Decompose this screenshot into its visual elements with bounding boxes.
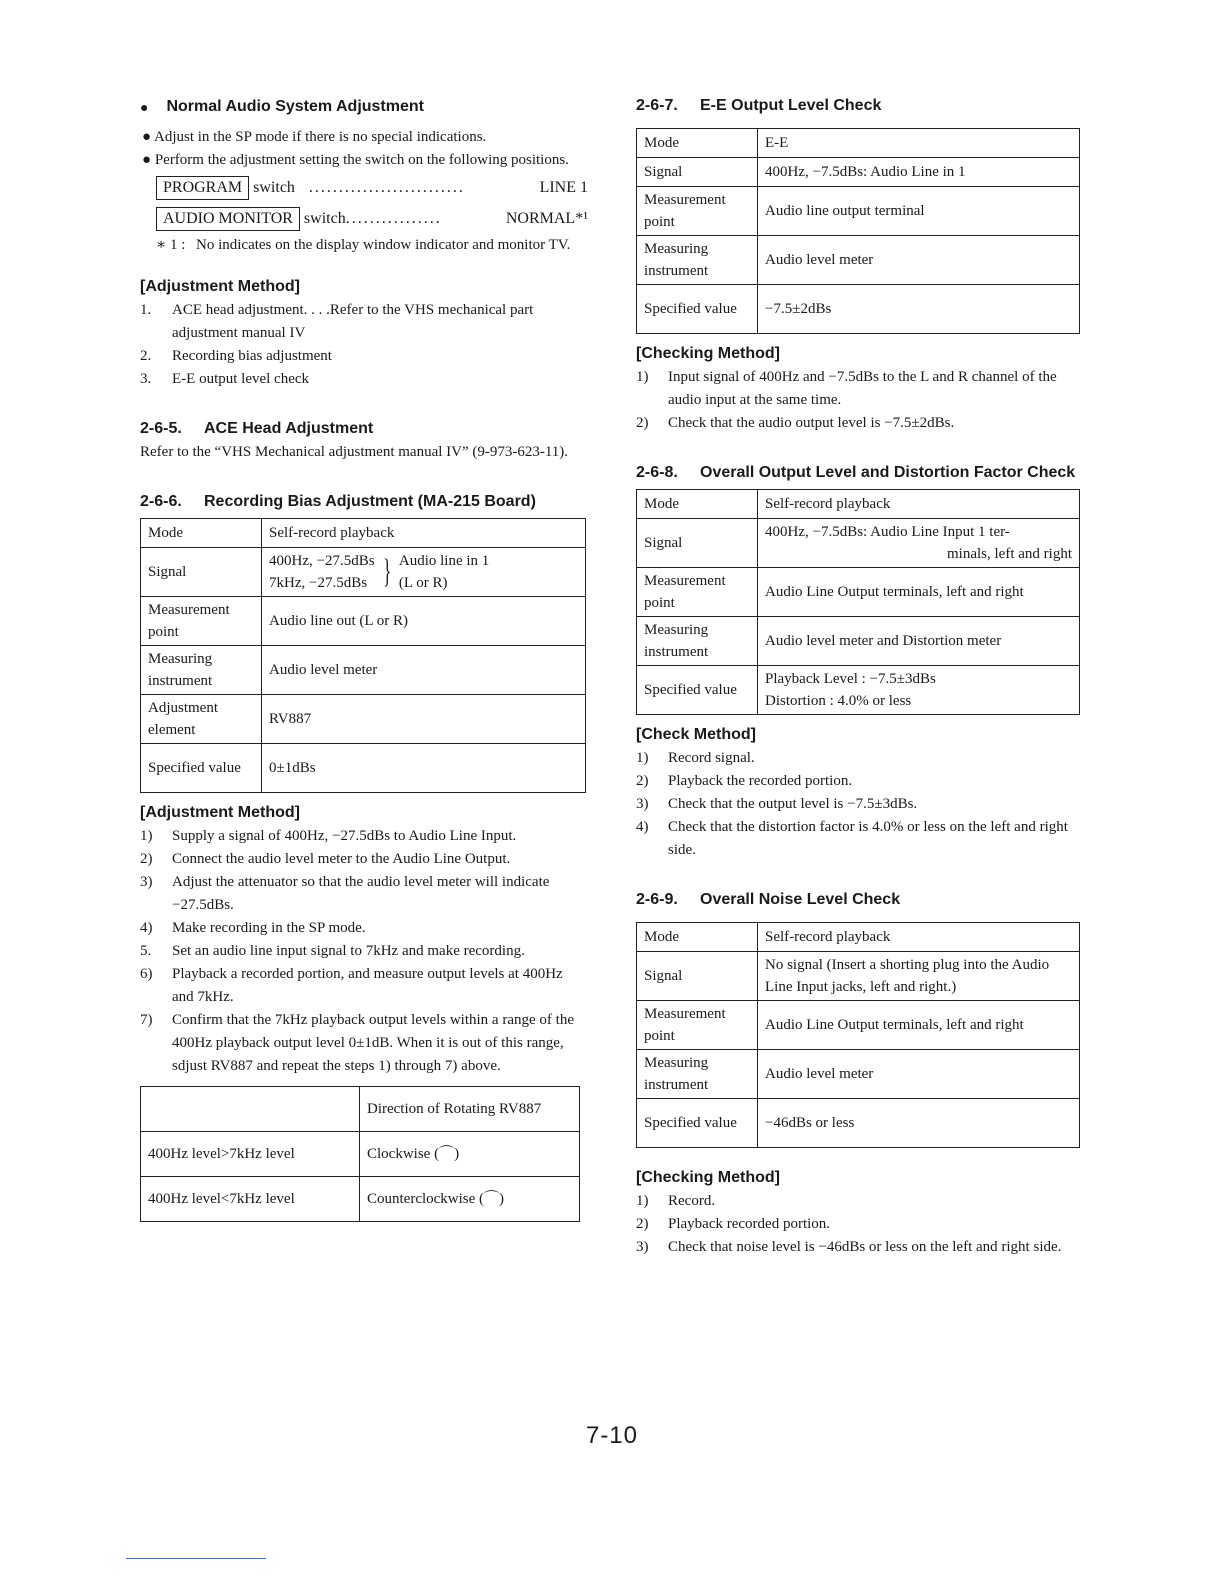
switch-suffix: switch [253,178,295,196]
table-row [637,666,1080,715]
table-key: Mode [637,490,758,519]
list-item [140,917,588,940]
signal-line: minals, left and right [947,546,1072,562]
overall-spec-table [636,489,1080,715]
step-number: 2) [636,1216,649,1232]
list-item [636,1236,1080,1259]
step-text: Recording bias adjustment [172,348,332,364]
ee-method-heading: [Checking Method] [636,345,780,362]
step-text: Check that the distortion factor is 4.0% or less on the left and right side. [668,819,1068,858]
table-value: Self-record playback [758,490,1080,519]
table-row [141,744,586,793]
bias-method-list [140,825,588,1078]
switch-row-program [140,172,588,203]
adjustment-method-list [140,299,588,391]
signal-line: 400Hz, −7.5dBs: Audio Line Input 1 ter- [765,524,1010,540]
table-row [637,490,1080,519]
footnote-text: No indicates on the display window indicator and monitor TV. [196,237,571,253]
table-row [141,548,586,597]
bullet-text: Adjust in the SP mode if there is no special indications. [153,129,487,145]
empty-header-cell [141,1087,360,1132]
table-cell: 400Hz level<7kHz level [141,1177,360,1222]
ee-spec-table [636,128,1080,334]
step-text: Set an audio line input signal to 7kHz and make recording. [172,943,525,959]
switch-suffix: switch [303,209,346,227]
table-row [637,568,1080,617]
normal-audio-title: Normal Audio System Adjustment [166,98,424,115]
list-item [636,1213,1080,1236]
table-key: Specified value [637,1099,758,1148]
table-key: Specified value [637,285,758,334]
step-text: Check that noise level is −46dBs or less on the left and right side. [668,1239,1062,1255]
table-value [262,548,586,597]
footnote [140,234,588,257]
section-title-text: Recording Bias Adjustment (MA-215 Board) [204,493,536,510]
step-number: 7) [140,1012,153,1028]
table-key: Measuring instrument [141,646,262,695]
table-row [637,952,1080,1001]
ace-reference-text: Refer to the “VHS Mechanical adjustment manual IV” (9-973-623-11). [140,444,569,460]
page-number: 7-10 [585,1422,639,1449]
step-text: Connect the audio level meter to the Audio Line Output. [172,851,511,867]
table-row [637,519,1080,568]
table-value: Audio line output terminal [758,187,1080,236]
list-item [636,747,1080,770]
table-key: Signal [637,519,758,568]
section-title-overall [636,461,1080,485]
step-number: 3) [636,1239,649,1255]
step-text: Check that the output level is −7.5±3dBs. [668,796,918,812]
section-number: 2-6-8. [636,464,678,481]
rotation-direction-table [140,1086,580,1222]
adjustment-method-heading: [Adjustment Method] [140,278,300,295]
ee-method-list [636,366,1080,435]
table-row [141,1087,580,1132]
table-value: Audio level meter [758,236,1080,285]
bullet-icon: ● [140,99,149,115]
section-number: 2-6-7. [636,97,678,114]
table-value: 400Hz, −7.5dBs: Audio Line in 1 [758,158,1080,187]
signal-line: Audio line in 1 [398,553,490,569]
table-key: Specified value [141,744,262,793]
step-number: 3) [636,796,649,812]
bullet-item: ● Adjust in the SP mode if there is no special indications. [142,129,487,145]
table-key: Signal [637,158,758,187]
step-text: Supply a signal of 400Hz, −27.5dBs to Audio Line Input. [172,828,517,844]
step-text: Record signal. [668,750,755,766]
step-text: Playback recorded portion. [668,1216,831,1232]
table-value: −46dBs or less [758,1099,1080,1148]
overall-method-list [636,747,1080,862]
table-row [637,236,1080,285]
brace-symbol: } [382,553,391,590]
table-cell: Clockwise (⌒) [360,1132,580,1177]
table-cell: Counterclockwise (⌒) [360,1177,580,1222]
table-key: Measuring instrument [637,236,758,285]
right-column [636,94,1080,1259]
noise-spec-table [636,922,1080,1148]
section-title-text: E-E Output Level Check [700,97,882,114]
table-value [758,666,1080,715]
table-value: No signal (Insert a shorting plug into the Audio Line Input jacks, left and right.) [758,952,1080,1001]
list-item [636,1190,1080,1213]
signal-line: (L or R) [398,575,448,591]
noise-method-heading: [Checking Method] [636,1169,780,1186]
list-item [636,793,1080,816]
switch-name: PROGRAM [156,176,249,200]
table-key: Measurement point [637,568,758,617]
table-row [141,1132,580,1177]
step-text: E-E output level check [172,371,310,387]
table-key: Mode [637,923,758,952]
step-number: 2) [636,415,649,431]
footer-rule [126,1558,266,1559]
table-row [637,129,1080,158]
table-value: Audio line out (L or R) [262,597,586,646]
step-number: 4) [140,920,153,936]
table-key: Measurement point [637,1001,758,1050]
table-value: E-E [758,129,1080,158]
table-key: Adjustment element [141,695,262,744]
table-value: 0±1dBs [262,744,586,793]
table-value: Self-record playback [758,923,1080,952]
signal-levels [269,550,375,594]
section-title-text: Overall Output Level and Distortion Factor Check [700,464,1076,481]
step-text: Check that the audio output level is −7.5±2dBs. [668,415,955,431]
table-value [758,519,1080,568]
table-value: Self-record playback [262,519,586,548]
table-key: Specified value [637,666,758,715]
step-text: Adjust the attenuator so that the audio level meter will indicate −27.5dBs. [172,874,550,913]
list-item [636,770,1080,793]
table-value: Audio level meter [758,1050,1080,1099]
list-item [140,963,588,1009]
list-item [140,368,588,391]
signal-line: 7kHz, −27.5dBs [269,575,368,591]
section-number: 2-6-6. [140,493,182,510]
step-text: Playback the recorded portion. [668,773,853,789]
step-text: Confirm that the 7kHz playback output levels within a range of the 400Hz playback output level 0±1dB. When it is out of this range, sdjust RV887 and repeat the steps 1) through 7) above. [172,1012,574,1074]
signal-line: 400Hz, −27.5dBs [269,553,375,569]
step-text: Record. [668,1193,716,1209]
bias-spec-table [140,518,586,793]
table-row [637,617,1080,666]
table-key: Measuring instrument [637,617,758,666]
step-number: 6) [140,966,153,982]
step-number: 3) [140,874,153,890]
list-item [636,412,1080,435]
table-key: Signal [141,548,262,597]
overall-method-heading: [Check Method] [636,726,756,743]
table-row [637,1050,1080,1099]
section-title-text: Overall Noise Level Check [700,891,901,908]
table-row [637,1099,1080,1148]
list-item [140,1009,588,1078]
table-key: Signal [637,952,758,1001]
list-item [140,345,588,368]
list-item [636,816,1080,862]
bullet-text: Perform the adjustment setting the switch on the following positions. [154,152,569,168]
leader-dots: ................ [345,209,442,227]
section-number: 2-6-5. [140,420,182,437]
section-title-bias [140,490,588,514]
switch-name: AUDIO MONITOR [156,207,300,231]
normal-audio-heading [140,94,588,120]
section-title-ace [140,417,588,441]
table-value: Audio Line Output terminals, left and right [758,568,1080,617]
step-number: 4) [636,819,649,835]
table-row [141,519,586,548]
step-number: 1) [140,828,153,844]
left-column [140,94,588,1222]
table-value: Audio Line Output terminals, left and right [758,1001,1080,1050]
noise-method-list [636,1190,1080,1259]
step-text: Playback a recorded portion, and measure output levels at 400Hz and 7kHz. [172,966,563,1005]
spec-line: Playback Level : −7.5±3dBs [765,671,936,687]
bullet-item: ● Perform the adjustment setting the switch on the following positions. [142,152,569,168]
table-row [637,187,1080,236]
step-number: 1) [636,369,649,385]
step-number: 2. [140,348,152,364]
table-row [637,923,1080,952]
table-row [637,285,1080,334]
table-row [141,1177,580,1222]
list-item [140,871,588,917]
list-item [636,366,1080,412]
step-text: Make recording in the SP mode. [172,920,366,936]
table-key: Measuring instrument [637,1050,758,1099]
table-value: Audio level meter and Distortion meter [758,617,1080,666]
table-row [637,158,1080,187]
list-item [140,940,588,963]
table-value: Audio level meter [262,646,586,695]
step-number: 1) [636,750,649,766]
switch-value: LINE 1 [539,178,588,196]
section-title-noise [636,888,1080,912]
step-text: ACE head adjustment. . . .Refer to the VHS mechanical part adjustment manual IV [172,302,534,341]
switch-row-audio-monitor [140,203,588,234]
table-key: Mode [141,519,262,548]
table-key: Measurement point [637,187,758,236]
table-row [141,597,586,646]
step-number: 1. [140,302,152,318]
section-number: 2-6-9. [636,891,678,908]
table-row [637,1001,1080,1050]
table-header: Direction of Rotating RV887 [360,1087,580,1132]
step-number: 3. [140,371,152,387]
table-row [141,646,586,695]
table-key: Measurement point [141,597,262,646]
bias-method-heading: [Adjustment Method] [140,804,300,821]
list-item [140,825,588,848]
list-item [140,848,588,871]
section-title-ee [636,94,1080,118]
table-row [141,695,586,744]
table-cell: 400Hz level>7kHz level [141,1132,360,1177]
list-item [140,299,588,345]
signal-targets [399,550,489,594]
step-number: 1) [636,1193,649,1209]
table-key: Mode [637,129,758,158]
table-value: −7.5±2dBs [758,285,1080,334]
step-number: 2) [140,851,153,867]
leader-dots: .......................... [308,178,465,196]
section-title-text: ACE Head Adjustment [204,420,374,437]
signal-brace-cell [269,550,578,594]
switch-value: NORMAL*¹ [505,209,588,227]
spec-line: Distortion : 4.0% or less [765,693,912,709]
step-number: 2) [636,773,649,789]
footnote-mark: ∗ 1 : [156,237,186,253]
step-number: 5. [140,943,152,959]
table-value: RV887 [262,695,586,744]
step-text: Input signal of 400Hz and −7.5dBs to the L and R channel of the audio input at the same time. [668,369,1057,408]
